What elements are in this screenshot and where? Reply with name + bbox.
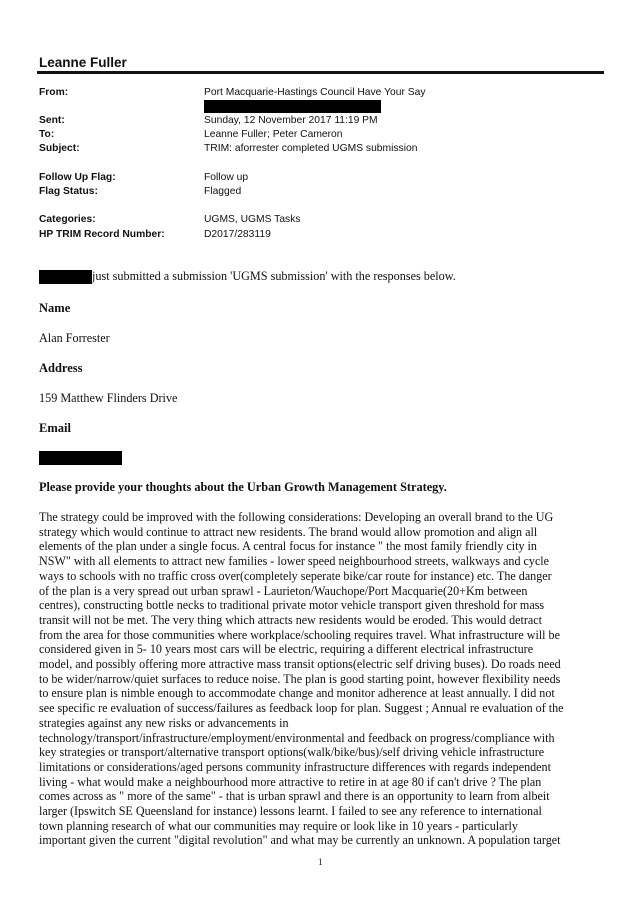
question-heading: Please provide your thoughts about the Urban Growth Management Strategy. <box>39 480 447 494</box>
redacted-submitter <box>39 270 92 284</box>
header-rule <box>37 71 604 74</box>
header-label: Sent: <box>39 115 65 126</box>
header-value: Flagged <box>204 186 242 197</box>
answer-line: strategy which would continue to attract new residents. The brand would allow promotion and align all <box>39 524 538 539</box>
answer-line: of the plan is a very spread out urban sprawl - Laurieton/Wauchope/Port Macquarie(20+Km between <box>39 583 528 598</box>
header-value: Follow up <box>204 172 249 183</box>
answer-line: to be wider/narrow/quiet surfaces to reduce noise. The plan is good starting point, however flexibility needs <box>39 671 561 686</box>
header-value: Sunday, 12 November 2017 11:19 PM <box>204 115 378 126</box>
answer-paragraph <box>39 510 606 848</box>
sender-name: Leanne Fuller <box>39 55 127 70</box>
redacted-email-address <box>204 100 381 113</box>
answer-line: see specific re evaluation of success/failures as feedback loop for plan. Suggest ; Annual re evaluation of the <box>39 701 564 716</box>
header-label: Categories: <box>39 214 96 225</box>
answer-line: The strategy could be improved with the following considerations: Developing an overall brand to the UG <box>39 510 554 524</box>
answer-line: important given the current "digital revolution" and what may be currently an unknown. A population target <box>39 833 561 848</box>
answer-line: to ensure plan is nimble enough to accommodate change and monitor adherence at least annually. I did not <box>39 686 555 701</box>
answer-line: larger (Ipswitch SE Queensland for instance) lessons learnt. I failed to see any reference to international <box>39 804 542 819</box>
answer-line: town planning research of what our communities may require or look like in 10 years - particularly <box>39 818 518 833</box>
header-label: Follow Up Flag: <box>39 172 116 183</box>
field-label-address: Address <box>39 361 83 375</box>
header-value: Port Macquarie-Hastings Council Have Your Say <box>204 87 426 98</box>
header-label: From: <box>39 87 69 98</box>
answer-line: considered given in 5- 10 years most cars will be electric, requiring a different electrical infrastructure <box>39 642 534 657</box>
header-value: UGMS, UGMS Tasks <box>204 214 301 225</box>
header-value: D2017/283119 <box>204 229 271 240</box>
answer-line: transit will not be met. The very thing which attracts new residents would be eroded. This would detract <box>39 612 543 627</box>
answer-line: strategies against any new risks or advancements in <box>39 715 289 730</box>
answer-line: elements of the plan under a single focus. A central focus for instance " the most family friendly city in <box>39 539 537 554</box>
answer-line: comes across as " more of the same" - that is urban sprawl and there is an opportunity to learn from albeit <box>39 789 550 804</box>
field-label-name: Name <box>39 301 71 315</box>
header-value: Leanne Fuller; Peter Cameron <box>204 129 343 140</box>
redacted-email-value <box>39 451 122 465</box>
answer-line: NSW" with all elements to attract new families - lower speed neighbourhood streets, walkways and cycle <box>39 554 550 569</box>
submission-intro: just submitted a submission 'UGMS submission' with the responses below. <box>92 269 456 283</box>
header-label: Subject: <box>39 143 80 154</box>
answer-line: from the area for those communities where workplace/schooling requires travel. What infrastructure will be <box>39 627 560 642</box>
answer-line: centres), constructing bottle necks to traditional private motor vehicle transport given threshold for mass <box>39 598 545 613</box>
header-value: TRIM: aforrester completed UGMS submission <box>204 143 418 154</box>
answer-line: living - what would make a neighbourhood more attractive to retire in at age 80 if can't drive ? The plan <box>39 774 542 789</box>
header-label: Flag Status: <box>39 186 98 197</box>
answer-line: ways to schools with no traffic cross over(completely seperate bike/car route for instance) etc. The danger <box>39 568 552 583</box>
header-label: To: <box>39 129 55 140</box>
field-label-email: Email <box>39 421 71 435</box>
page-number: 1 <box>318 857 323 867</box>
header-label: HP TRIM Record Number: <box>39 229 165 240</box>
field-value-address: 159 Matthew Flinders Drive <box>39 391 178 405</box>
answer-line: technology/transport/infrastructure/employment/environmental and feedback on progress/compliance with <box>39 730 555 745</box>
field-value-name: Alan Forrester <box>39 331 110 345</box>
answer-line: limitations or considerations/aged persons community infrastructure differences with regards independent <box>39 759 551 774</box>
answer-line: model, and possibly offering more attractive mass transit options(electric self driving buses). Do roads need <box>39 657 561 672</box>
answer-line: key strategies or transport/alternative transport options(walk/bike/bus)/self driving vehicle infrastructure <box>39 745 545 760</box>
